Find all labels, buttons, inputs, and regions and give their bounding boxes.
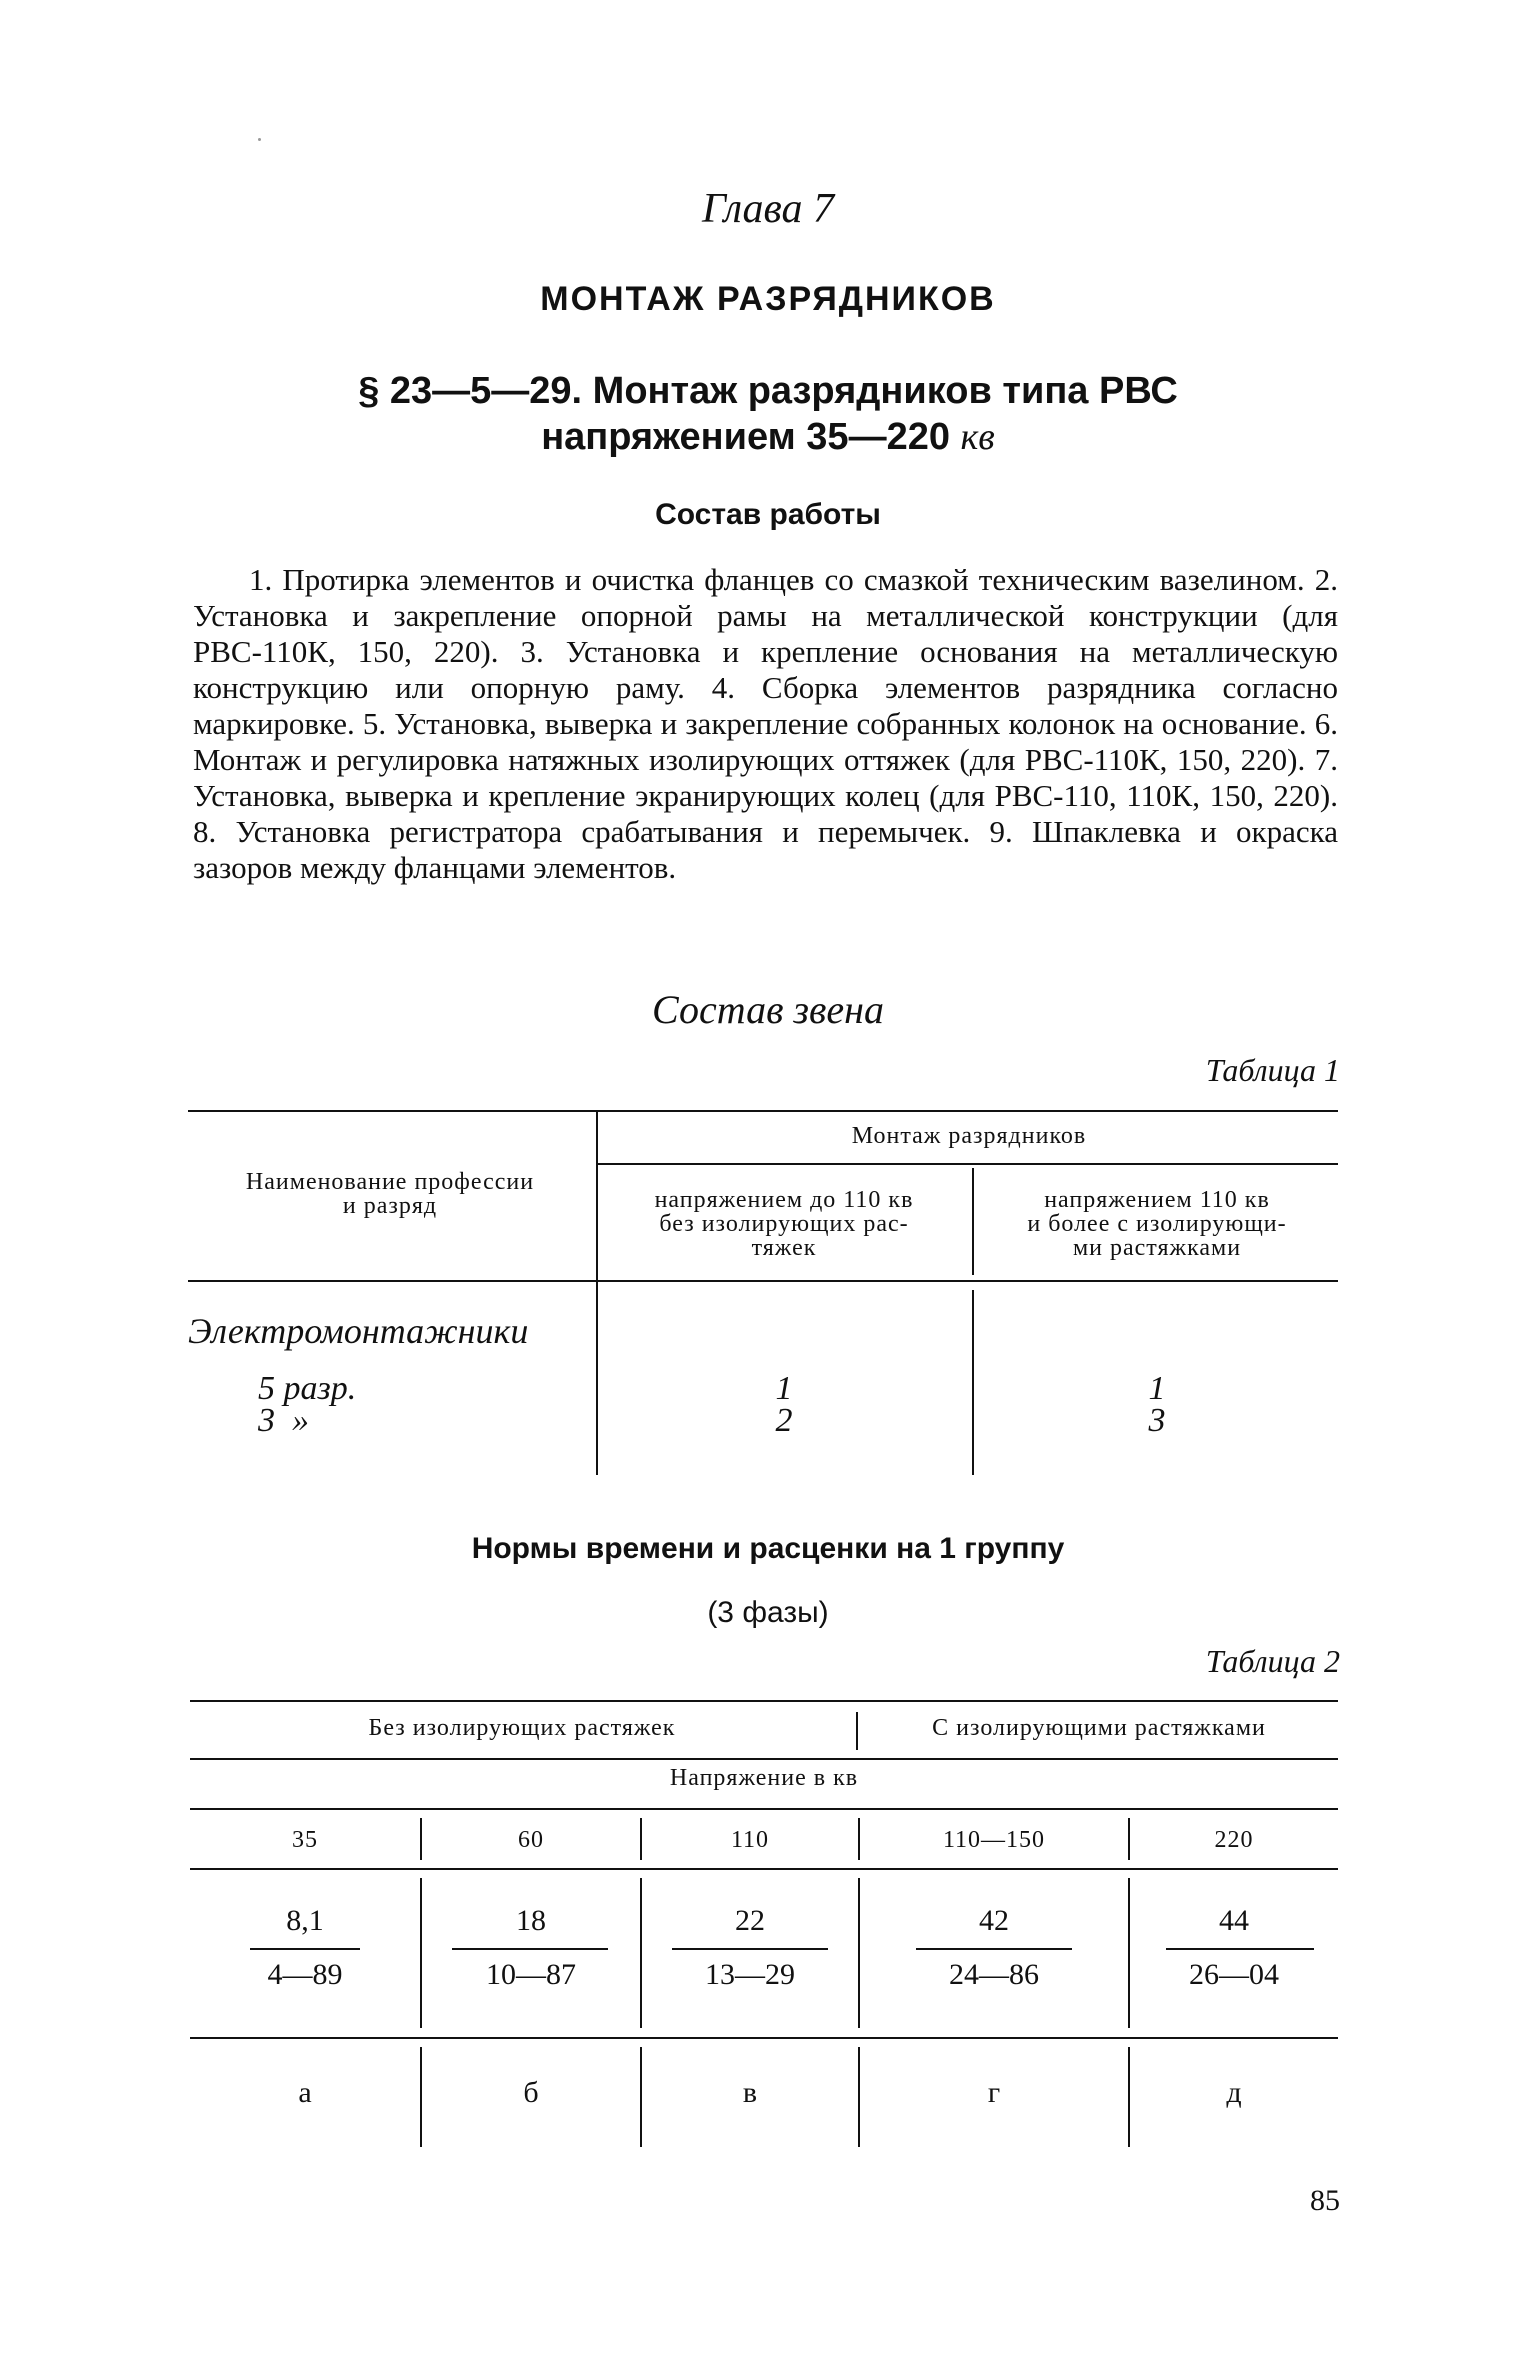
- t1-row2-grade: 3 »: [258, 1402, 309, 1439]
- t1-row1-grade: 5 разр.: [258, 1370, 357, 1407]
- t1-vline-2a: [972, 1168, 974, 1275]
- t1-vline-2b: [972, 1290, 974, 1475]
- t2-voltage-rule: [190, 1808, 1338, 1810]
- table2-caption: Таблица 2: [1205, 1643, 1340, 1679]
- t2-letter-5: д: [1226, 2076, 1242, 2109]
- t1-col-a-l3: тяжек: [751, 1235, 817, 1261]
- t2-voltage-header: Напряжение в кв: [669, 1765, 859, 1791]
- t2-norm-3: 22: [735, 1904, 765, 1937]
- t2-letter-rule: [190, 2037, 1338, 2039]
- t2-letter-1: а: [298, 2076, 312, 2109]
- t1-category: Электромонтажники: [188, 1311, 529, 1351]
- t2-group-divider: [856, 1712, 858, 1750]
- t2-v4-body: [1128, 1878, 1130, 2028]
- t2-voltage-5: 220: [1214, 1827, 1254, 1853]
- t2-voltage-1: 35: [292, 1827, 318, 1853]
- t2-letter-2: б: [523, 2076, 539, 2109]
- t2-top-rule: [190, 1700, 1338, 1702]
- t2-group-rule: [190, 1758, 1338, 1760]
- t2-letter-4: г: [987, 2076, 1001, 2109]
- t2-v1-body: [420, 1878, 422, 2028]
- work-heading: Состав работы: [655, 498, 881, 531]
- t2-norm-5: 44: [1219, 1904, 1249, 1937]
- t2-fraction-bar-5: [1166, 1948, 1314, 1950]
- t2-fraction-bar-1: [250, 1948, 360, 1950]
- t2-norm-1: 8,1: [286, 1904, 324, 1937]
- t2-rate-4: 24—86: [949, 1958, 1039, 1991]
- section-heading: [0, 368, 1536, 460]
- work-description: 1. Протирка элементов и очистка фланцев со смазкой техническим вазелином. 2. Установка и закрепление опорной рамы на металлической конструкции (для РВС-110К, 150, 220). 3. Установка и крепление основания на металлическую конструкцию или опорную раму. 4. Сборка элементов разрядника согласно маркировке. 5. Установка, выверка и закрепление собранных колонок на основание. 6. Монтаж и регулировка натяжных изолирующих оттяжек (для РВС-110К, 150, 220). 7. Установка, выверка и крепление экранирующих колец (для РВС-110, 110К, 150, 220). 8. Установка регистратора срабатывания и перемычек. 9. Шпаклевка и окраска зазоров между фланцами элементов.: [193, 562, 1338, 885]
- section-line-1: § 23—5—29. Монтаж разрядников типа РВС: [358, 370, 1178, 412]
- t2-fraction-bar-4: [916, 1948, 1072, 1950]
- t1-col-a-l2: без изолирующих рас-: [659, 1211, 909, 1237]
- section-line-2-text: напряжением 35—220: [541, 416, 961, 458]
- t2-rate-1: 4—89: [267, 1958, 343, 1991]
- t1-group-header: Монтаж разрядников: [851, 1123, 1087, 1149]
- page-number: 85: [1310, 2184, 1340, 2217]
- section-unit: кв: [960, 416, 995, 458]
- t2-group-right: С изолирующими растяжками: [932, 1715, 1266, 1741]
- speck: [258, 138, 261, 141]
- t1-header-rule: [188, 1280, 1338, 1282]
- phase-note: (3 фазы): [707, 1596, 829, 1629]
- t1-row2-a: 2: [775, 1402, 793, 1439]
- t1-group-rule: [596, 1163, 1338, 1165]
- chapter-heading: Глава 7: [702, 186, 834, 232]
- section-line-2: [0, 414, 1536, 460]
- t2-fraction-bar-3: [672, 1948, 828, 1950]
- t2-fraction-bar-2: [452, 1948, 608, 1950]
- t1-col-b: [976, 1188, 1338, 1260]
- t1-col-b-l3: ми растяжками: [1072, 1235, 1242, 1261]
- t2-voltage-4: 110—150: [942, 1827, 1046, 1853]
- t1-col-a: [600, 1188, 968, 1260]
- table1-caption: Таблица 1: [1205, 1052, 1340, 1088]
- t2-v2-body: [640, 1878, 642, 2028]
- t2-voltage-3: 110: [730, 1827, 770, 1853]
- chapter-title: МОНТАЖ РАЗРЯДНИКОВ: [540, 280, 996, 318]
- t1-row1-b: 1: [1148, 1370, 1166, 1407]
- t2-rate-3: 13—29: [705, 1958, 795, 1991]
- t1-col-b-l2: и более с изолирующи-: [1027, 1211, 1287, 1237]
- t2-rate-5: 26—04: [1189, 1958, 1279, 1991]
- t1-col-profession: [188, 1170, 592, 1218]
- t2-norm-4: 42: [979, 1904, 1009, 1937]
- t1-row1-a: 1: [775, 1370, 793, 1407]
- crew-heading: Состав звена: [651, 987, 884, 1032]
- t1-top-rule: [188, 1110, 1338, 1112]
- t1-col-profession-l1: Наименование профессии: [245, 1169, 535, 1195]
- t2-rate-2: 10—87: [486, 1958, 576, 1991]
- t1-col-profession-l2: и разряд: [342, 1193, 438, 1219]
- t1-col-b-l1: напряжением 110 кв: [1044, 1187, 1270, 1213]
- t2-voltage-2: 60: [518, 1827, 544, 1853]
- norms-heading: Нормы времени и расценки на 1 группу: [471, 1532, 1065, 1565]
- t2-v3-body: [858, 1878, 860, 2028]
- t2-group-left: Без изолирующих растяжек: [368, 1715, 676, 1741]
- t1-col-a-l1: напряжением до 110 кв: [654, 1187, 914, 1213]
- t2-header-rule: [190, 1868, 1338, 1870]
- t2-letter-3: в: [742, 2076, 758, 2109]
- t2-norm-2: 18: [516, 1904, 546, 1937]
- t1-row2-b: 3: [1148, 1402, 1166, 1439]
